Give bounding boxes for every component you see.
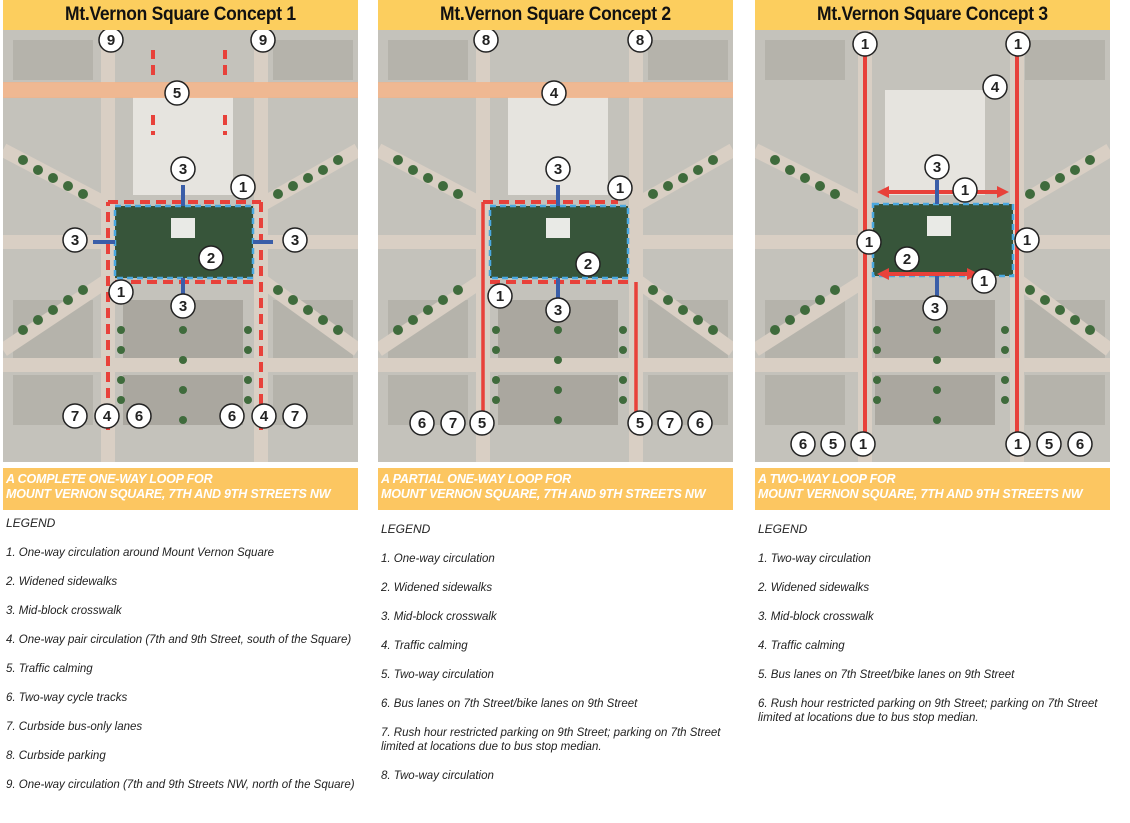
concept-2-marker-3-bottom-label: 3 (553, 302, 563, 319)
legend-item: 7. Curbside bus-only lanes (6, 721, 143, 733)
concept-1-marker-6-left-label: 6 (134, 408, 144, 425)
concept-3-map (755, 30, 1110, 462)
concept-3-marker-3-top-label: 3 (932, 159, 942, 176)
legend-item: 4. Traffic calming (758, 640, 845, 652)
concept-3-legend-title: LEGEND (758, 522, 808, 536)
concept-3-marker-1-top-left-label: 1 (860, 36, 870, 53)
legend-item: 5. Two-way circulation (381, 669, 494, 681)
concept-1-marker-2-label: 2 (206, 250, 216, 267)
concept-3-marker-6-right-label: 6 (1075, 436, 1085, 453)
concept-2-marker-1-top-label: 1 (615, 180, 625, 197)
concept-1-marker-3-right-label: 3 (290, 232, 300, 249)
concept-3-subtitle-line-1: A TWO-WAY LOOP FOR (758, 472, 896, 486)
concept-2-title-bar (378, 0, 733, 30)
concept-2-marker-3-top-label: 3 (553, 161, 563, 178)
legend-item: 5. Traffic calming (6, 663, 93, 675)
concept-3-marker-6-left-label: 6 (798, 436, 808, 453)
concept-2-marker-7-right-label: 7 (665, 415, 675, 432)
concept-3-marker-4-label: 4 (990, 79, 1000, 96)
legend-item: 6. Bus lanes on 7th Street/bike lanes on 9th Street (381, 698, 638, 710)
concept-2-marker-6-right-label: 6 (695, 415, 705, 432)
concept-3-panel (755, 0, 1110, 823)
concept-3-marker-5-right-label: 5 (1044, 436, 1054, 453)
legend-item: 8. Curbside parking (6, 750, 106, 762)
concept-1-panel (3, 0, 358, 823)
legend-item: 9. One-way circulation (7th and 9th Streets NW, north of the Square) (6, 779, 355, 791)
concept-1-marker-5-label: 5 (172, 85, 182, 102)
concept-2-marker-6-left-label: 6 (417, 415, 427, 432)
concept-2-legend-title: LEGEND (381, 522, 431, 536)
concept-1-marker-9-left-label: 9 (106, 32, 116, 49)
concept-2-marker-5-left-label: 5 (477, 415, 487, 432)
concept-1-marker-6-right-label: 6 (227, 408, 237, 425)
legend-item: 1. One-way circulation (381, 553, 495, 565)
legend-item: 7. Rush hour restricted parking on 9th Street; parking on 7th Street limited at locations due to bus stop median. (381, 727, 721, 753)
concept-3-marker-5-left-label: 5 (828, 436, 838, 453)
legend-item: 3. Mid-block crosswalk (6, 605, 122, 617)
concept-2-title: Mt.Vernon Square Concept 2 (440, 4, 671, 25)
concept-2-map (378, 30, 733, 462)
legend-item: 2. Widened sidewalks (381, 582, 493, 594)
concept-1-title-bar (3, 0, 358, 30)
concept-2-marker-5-right-label: 5 (635, 415, 645, 432)
concept-1-marker-7-right-label: 7 (290, 408, 300, 425)
concept-1-map (3, 30, 358, 462)
legend-item: 1. One-way circulation around Mount Vernon Square (6, 547, 275, 559)
concept-1-marker-4-left-label: 4 (102, 408, 112, 425)
concept-3-marker-1-loop-top-label: 1 (960, 182, 970, 199)
concept-3-marker-1-loop-bottom-label: 1 (979, 273, 989, 290)
concept-2-marker-8-left-label: 8 (481, 32, 491, 49)
concept-3-marker-1-right-label: 1 (1022, 232, 1032, 249)
concept-1-subtitle-line-2: MOUNT VERNON SQUARE, 7TH AND 9TH STREETS NW (6, 487, 331, 501)
concept-2-marker-2-label: 2 (583, 256, 593, 273)
concept-2-legend (381, 522, 731, 798)
legend-item: 6. Two-way cycle tracks (6, 692, 128, 704)
concept-1-legend-title: LEGEND (6, 516, 56, 530)
concept-3-subtitle-line-2: MOUNT VERNON SQUARE, 7TH AND 9TH STREETS NW (758, 487, 1083, 501)
concept-3-marker-1-left-label: 1 (864, 234, 874, 251)
concept-2-marker-1-left-label: 1 (495, 288, 505, 305)
concept-1-subtitle-line-1: A COMPLETE ONE-WAY LOOP FOR (6, 472, 213, 486)
concept-2-panel (378, 0, 733, 823)
concept-3-title-bar (755, 0, 1110, 30)
legend-item: 3. Mid-block crosswalk (381, 611, 497, 623)
concept-2-marker-8-right-label: 8 (635, 32, 645, 49)
concept-3-subtitle (755, 468, 1110, 510)
concept-1-marker-3-bottom-label: 3 (178, 298, 188, 315)
legend-item: 8. Two-way circulation (381, 770, 494, 782)
concept-1-legend (6, 516, 356, 807)
concept-1-marker-1-left-label: 1 (116, 284, 126, 301)
concept-1-marker-4-right-label: 4 (259, 408, 269, 425)
legend-item: 5. Bus lanes on 7th Street/bike lanes on 9th Street (758, 669, 1015, 681)
concept-1-subtitle (3, 468, 358, 510)
legend-item: 1. Two-way circulation (758, 553, 871, 565)
concept-1-title: Mt.Vernon Square Concept 1 (65, 4, 296, 25)
legend-item: 3. Mid-block crosswalk (758, 611, 874, 623)
concept-3-title: Mt.Vernon Square Concept 3 (817, 4, 1048, 25)
concept-2-subtitle-line-1: A PARTIAL ONE-WAY LOOP FOR (381, 472, 571, 486)
legend-item: 6. Rush hour restricted parking on 9th Street; parking on 7th Street limited at locations due to bus stop median. (758, 698, 1098, 724)
concept-1-marker-3-top-label: 3 (178, 161, 188, 178)
legend-item: 4. Traffic calming (381, 640, 468, 652)
concept-1-marker-1-top-label: 1 (238, 179, 248, 196)
legend-item: 2. Widened sidewalks (6, 576, 118, 588)
concept-2-subtitle-line-2: MOUNT VERNON SQUARE, 7TH AND 9TH STREETS NW (381, 487, 706, 501)
legend-item: 4. One-way pair circulation (7th and 9th Street, south of the Square) (6, 634, 352, 646)
concept-3-marker-2-label: 2 (902, 251, 912, 268)
concept-3-marker-1-bottom-right-label: 1 (1013, 436, 1023, 453)
concept-3-marker-1-top-right-label: 1 (1013, 36, 1023, 53)
concept-3-legend (758, 522, 1108, 740)
concept-3-marker-3-bottom-label: 3 (930, 300, 940, 317)
concept-2-subtitle (378, 468, 733, 510)
concept-2-marker-4-label: 4 (549, 85, 559, 102)
concept-1-marker-3-left-label: 3 (70, 232, 80, 249)
concept-1-marker-9-right-label: 9 (258, 32, 268, 49)
legend-item: 2. Widened sidewalks (758, 582, 870, 594)
concept-2-marker-7-left-label: 7 (448, 415, 458, 432)
concept-3-marker-1-bottom-left-label: 1 (858, 436, 868, 453)
concept-1-marker-7-left-label: 7 (70, 408, 80, 425)
